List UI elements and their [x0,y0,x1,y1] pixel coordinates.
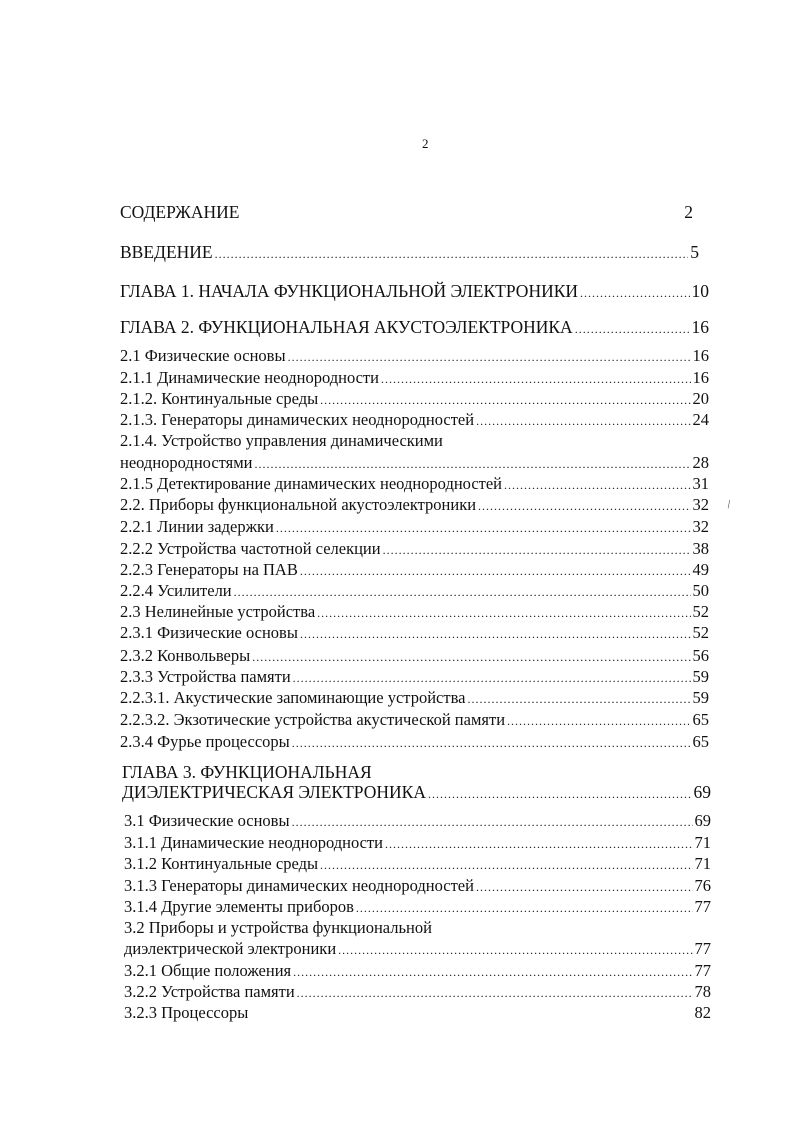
toc-page: 69 [694,811,711,830]
toc-entry: ВВЕДЕНИЕ [120,242,213,262]
page-number: 2 [422,136,429,151]
toc-row [120,453,709,474]
toc-row [120,517,709,538]
toc-entry: 2.2.3.2. Экзотические устройства акустической памяти [120,710,506,729]
toc-entry: 2.1.5 Детектирование динамических неоднородностей [120,474,503,493]
toc-entry: ГЛАВА 3. ФУНКЦИОНАЛЬНАЯ [122,762,372,782]
toc-row [120,242,699,264]
toc-entry: неоднородностями [120,453,253,472]
toc-page: 50 [692,581,709,600]
toc-row [120,646,709,667]
toc-row [120,710,709,731]
toc-row [120,389,709,410]
toc-entry: 2.3 Нелинейные устройства [120,602,316,621]
toc-entry: 2.3.3 Устройства памяти [120,667,291,686]
toc-page: 28 [692,453,709,472]
toc-entry: 2.3.4 Фурье процессоры [120,732,290,751]
toc-row [124,1003,711,1023]
toc-page: 65 [692,732,709,751]
toc-entry: 3.1.4 Другие элементы приборов [124,897,354,916]
toc-page: 69 [693,782,711,802]
toc-row [120,202,693,222]
toc-row [124,918,711,938]
toc-entry: 3.2.1 Общие положения [124,961,292,980]
toc-page: 77 [694,961,711,980]
toc-row [120,560,709,581]
toc-row [120,368,709,389]
toc-page: 56 [692,646,709,665]
toc-page: 38 [692,539,709,558]
toc-row [120,732,709,753]
toc-row [120,431,709,451]
toc-entry: ДИЭЛЕКТРИЧЕСКАЯ ЭЛЕКТРОНИКА [122,782,426,802]
toc-page: 24 [692,410,709,429]
toc-row [120,688,709,709]
toc-row [120,474,709,495]
toc-entry: 3.1 Физические основы [124,811,290,830]
toc-row [124,982,711,1003]
toc-entry: 2.1.3. Генераторы динамических неоднородностей [120,410,475,429]
scan-speck: \ [723,497,734,511]
toc-page: 32 [692,517,709,536]
toc-row [120,281,709,303]
toc-row [124,961,711,982]
toc-row [124,939,711,960]
toc-entry: 3.2 Приборы и устройства функциональной [124,918,432,937]
toc-page: 16 [692,346,709,365]
toc-page: 5 [690,242,699,262]
toc-row [120,667,709,688]
toc-page: 77 [694,897,711,916]
toc-entry: 2.1.4. Устройство управления динамическими [120,431,443,450]
toc-row [120,581,709,602]
toc-entry: 3.1.1 Динамические неоднородности [124,833,383,852]
toc-page: 32 [692,495,709,514]
toc-row [120,539,709,560]
toc-page: 10 [691,281,709,301]
toc-entry: диэлектрической электроники [124,939,337,958]
toc-row [120,346,709,367]
toc-row [122,762,711,782]
toc-entry: 2.1 Физические основы [120,346,286,365]
toc-row [120,410,709,431]
toc-page: 52 [692,623,709,642]
toc-entry: 2.2.3.1. Акустические запоминающие устройства [120,688,466,707]
toc-entry: 2.2.1 Линии задержки [120,517,274,536]
toc-row [124,833,711,854]
toc-entry: 3.2.3 Процессоры [124,1003,249,1022]
toc-entry: 3.2.2 Устройства памяти [124,982,295,1001]
toc-page: 59 [692,667,709,686]
toc-entry: 2.2.4 Усилители [120,581,232,600]
toc-row [124,854,711,875]
toc-entry: ГЛАВА 1. НАЧАЛА ФУНКЦИОНАЛЬНОЙ ЭЛЕКТРОНИКИ [120,281,579,301]
toc-entry: 2.3.2 Конвольверы [120,646,251,665]
toc-entry: 2.2.2 Устройства частотной селекции [120,539,381,558]
toc-page: 82 [694,1003,711,1022]
toc-row [120,317,709,339]
toc-page: 2 [684,202,693,222]
toc-row [120,623,709,644]
toc-row [120,602,709,623]
toc-title: СОДЕРЖАНИЕ [120,202,240,222]
toc-page: 77 [694,939,711,958]
toc-page: 65 [692,710,709,729]
toc-entry: 3.1.2 Континуальные среды [124,854,319,873]
toc-page: 59 [692,688,709,707]
toc-page: 71 [694,854,711,873]
toc-entry: 2.2.3 Генераторы на ПАВ [120,560,298,579]
toc-row [124,811,711,832]
toc-page: 49 [692,560,709,579]
toc-row [120,495,709,516]
toc-row [124,897,711,918]
toc-entry: 3.1.3 Генераторы динамических неоднородностей [124,876,474,895]
toc-row [124,876,711,897]
toc-page: 16 [692,368,709,387]
toc-row [122,782,711,804]
toc-page: 76 [694,876,711,895]
toc-page: 16 [691,317,709,337]
toc-page: 31 [692,474,709,493]
toc-page: 78 [694,982,711,1001]
toc-entry: 2.1.1 Динамические неоднородности [120,368,379,387]
toc-page: 20 [692,389,709,408]
toc-entry: 2.3.1 Физические основы [120,623,298,642]
toc-page: 52 [692,602,709,621]
toc-entry: ГЛАВА 2. ФУНКЦИОНАЛЬНАЯ АКУСТОЭЛЕКТРОНИКА [120,317,573,337]
toc-entry: 2.2. Приборы функциональной акустоэлектроники [120,495,477,514]
toc-page: 71 [694,833,711,852]
toc-entry: 2.1.2. Континуальные среды [120,389,319,408]
